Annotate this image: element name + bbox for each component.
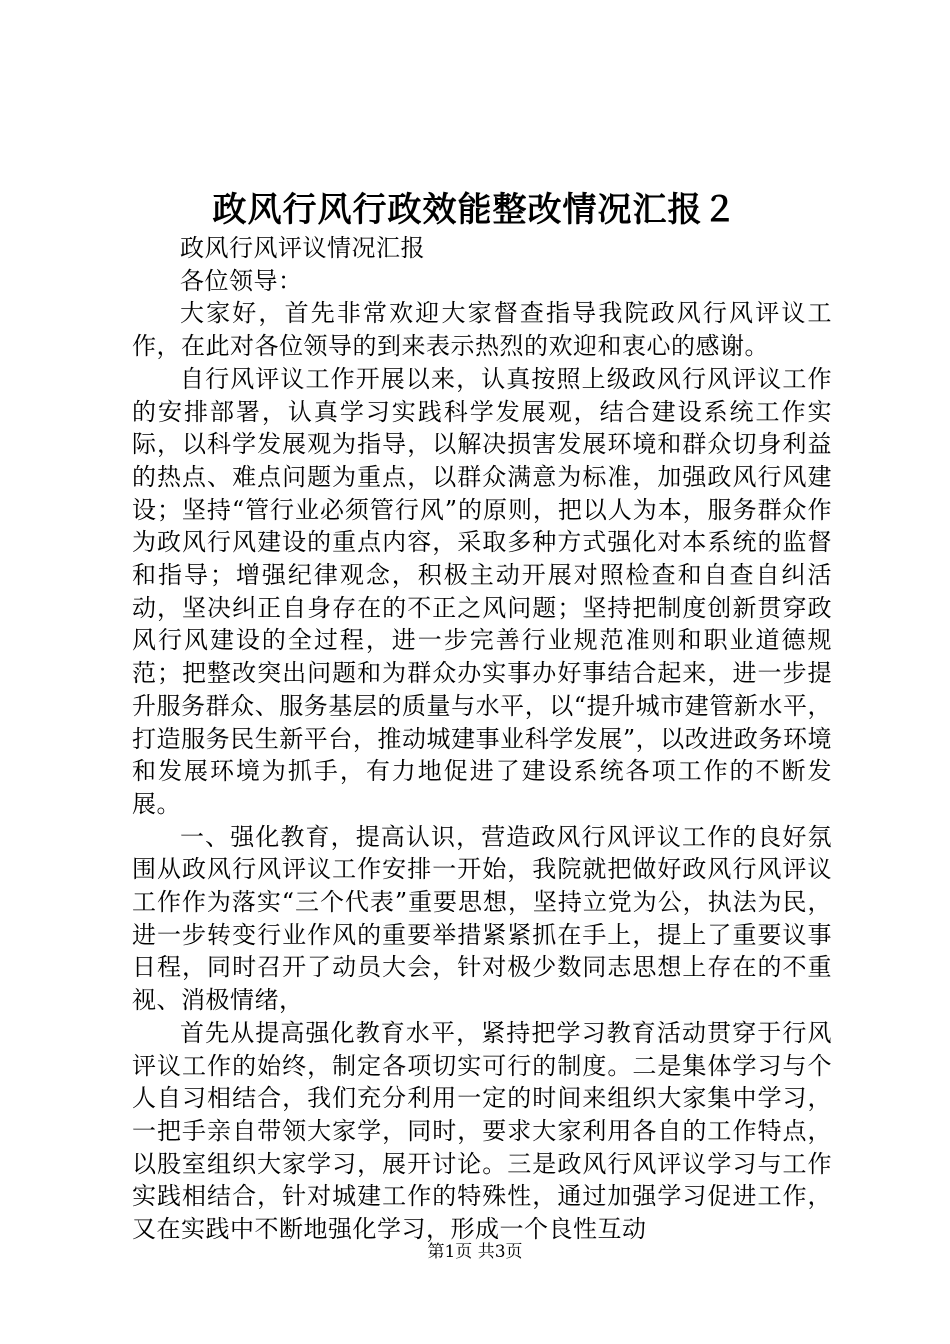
document-body (132, 232, 832, 1246)
paragraph-education: 首先从提高强化教育水平，紧持把学习教育活动贯穿于行风评议工作的始终，制定各项切实可行的制度。二是集体学习与个人自习相结合，我们充分利用一定的时间来组织大家集中学习，一把手亲自带领大家学，同时，要求大家利用各自的工作特点，以股室组织大家学习，展开讨论。三是政风行风评议学习与工作实践相结合，针对城建工作的特殊性，通过加强学习促进工作，又在实践中不断地强化学习，形成一个良性互动 (132, 1018, 832, 1244)
paragraph-greeting: 大家好，首先非常欢迎大家督查指导我院政风行风评议工作，在此对各位领导的到来表示热烈的欢迎和衷心的感谢。 (132, 299, 832, 361)
paragraph-section-one: 一、强化教育，提高认识，营造政风行风评议工作的良好氛围从政风行风评议工作安排一开始，我院就把做好政风行风评议工作作为落实“三个代表”重要思想，坚持立党为公，执法为民，进一步转变行业作风的重要举措紧紧抓在手上，提上了重要议事日程，同时召开了动员大会，针对极少数同志思想上存在的不重视、消极情绪， (132, 822, 832, 1015)
paragraph-salutation: 各位领导： (180, 266, 303, 295)
page-number-footer: 第1页 共3页 (427, 1242, 523, 1262)
paragraph-subtitle: 政风行风评议情况汇报 (180, 234, 425, 262)
paragraph-overview: 自行风评议工作开展以来，认真按照上级政风行风评议工作的安排部署，认真学习实践科学发展观，结合建设系统工作实际，以科学发展观为指导，以解决损害发展环境和群众切身利益的热点、难点问题为重点，以群众满意为标准，加强政风行风建设；坚持“管行业必须管行风”的原则，把以人为本，服务群众作为政风行风建设的重点内容，采取多种方式强化对本系统的监督和指导；增强纪律观念，积极主动开展对照检查和自查自纠活动，坚决纠正自身存在的不正之风问题；坚持把制度创新贯穿政风行风建设的全过程，进一步完善行业规范准则和职业道德规范；把整改突出问题和为群众办实事办好事结合起来，进一步提升服务群众、服务基层的质量与水平，以“提升城市建管新水平，打造服务民生新平台，推动城建事业科学发展”，以改进政务环境和发展环境为抓手，有力地促进了建设系统各项工作的不断发展。 (132, 364, 832, 818)
document-title: 政风行风行政效能整改情况汇报２ (212, 190, 738, 230)
